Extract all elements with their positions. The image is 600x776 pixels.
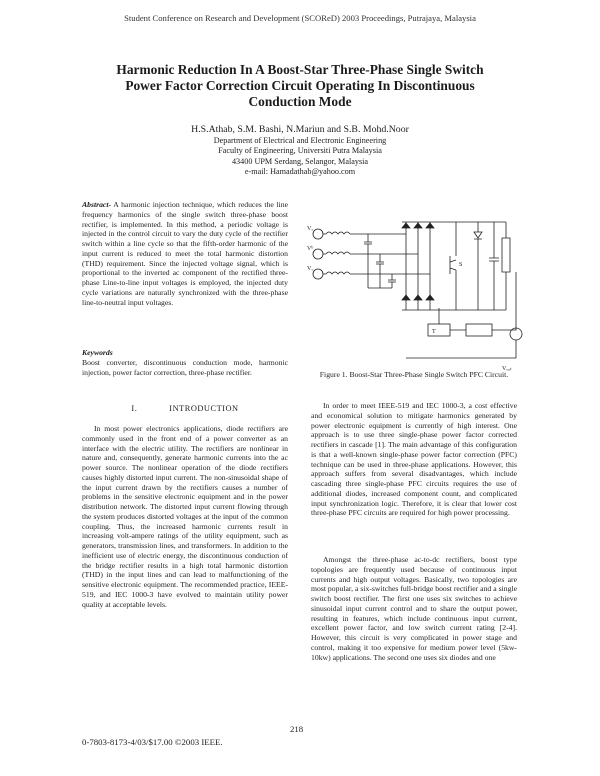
author-names: H.S.Athab, S.M. Bashi, N.Mariun and S.B. Mohd.Noor xyxy=(191,124,409,135)
inductor-a xyxy=(326,232,350,234)
label-switch: S xyxy=(459,262,463,268)
conference-header: Student Conference on Research and Development (SCOReD) 2003 Proceedings, Putrajaya, Malaysia xyxy=(124,13,476,23)
label-vout: Vₒᵤₜ xyxy=(502,366,512,372)
page-number: 218 xyxy=(290,724,304,734)
source-a xyxy=(313,229,323,239)
inductor-b xyxy=(326,252,350,254)
label-vc: V꜀ xyxy=(307,266,314,272)
source-b xyxy=(313,249,323,259)
author-address: 43400 UPM Serdang, Selangor, Malaysia xyxy=(231,156,369,166)
label-va: Vₐ xyxy=(307,226,313,232)
keywords-text: Boost converter, discontinuous conduction mode, harmonic injection, power factor correction, three-phase rectifier. xyxy=(82,358,288,377)
section-number: I. xyxy=(131,404,138,413)
title-line-3: Conduction Mode xyxy=(248,94,352,109)
switch-s xyxy=(450,222,456,310)
author-department: Department of Electrical and Electronic Engineering xyxy=(213,136,387,145)
right-paragraph-2: Amongst the three-phase ac-to-dc rectifiers, boost type topologies are frequently used because of continuous input currents and high output voltages. Basically, two topologies are most popular, a six-switches full-bridge boost rectifier and a single switch boost rectifier. The first one uses six switches to achieve sinusoidal input current control and to share the output power, resulting in features, which include continuous input current, excellent power factor, and low switch current rating [2-4]. However, this circuit is very complicated in power stage and control, making it too expensive for medium power level (5kw-10kw) applications. The second one uses six diodes and one xyxy=(311,555,517,662)
title-line-2: Power Factor Correction Circuit Operating In Discontinuous xyxy=(125,78,475,93)
inductor-c xyxy=(326,272,350,274)
author-faculty: Faculty of Engineering, Universiti Putra Malaysia xyxy=(218,146,382,156)
right-paragraph-1: In order to meet IEEE-519 and IEC 1000-3, a cost effective and economical solution to mitigate harmonics generated by power electronic equipment is currently of high interest. One approach is to use three single-phase power factor corrected rectifiers in cascade [1]. The main advantage of this configuration is that a well-known single-phase power factor correction (PFC) technique can be used in three-phase applications. However, this approach suffers from several disadvantages, which include cascading three single-phase PFC circuits requires the use of additional diodes, increased component count, and complicated input synchronization logic. Therefore, it is clear that lower cost three-phase PFC circuits are required for high power processing. xyxy=(311,401,517,518)
paper-title xyxy=(60,62,540,110)
abstract-text: A harmonic injection technique, which reduces the line frequency harmonics of the single switch three-phase boost rectifier, is implemented. In this method, a periodic voltage is injected in the control circuit to vary the duty cycle of the rectifier switch within a line cycle so that the fifth-order harmonic of the input current is reduced to meet the total harmonic distortion (THD) requirement. Since the injected voltage signal, which is proportional to the inverted ac component of the rectified three-phase Line-to-line input voltages is employed, the injected duty cycle variations are naturally synchronized with the three-phase line-to-neutral input voltages. xyxy=(82,200,288,307)
abstract xyxy=(82,200,288,307)
star-capacitors xyxy=(364,234,396,288)
section-title: INTRODUCTION xyxy=(169,404,239,413)
author-email: e-mail: Hamadathab@yahoo.com xyxy=(244,167,356,177)
injection-block xyxy=(466,324,492,336)
figure-caption: Figure 1. Boost-Star Three-Phase Single Switch PFC Circuit. xyxy=(319,370,509,379)
author-block xyxy=(120,124,480,178)
circuit-figure xyxy=(306,212,524,372)
source-c xyxy=(313,269,323,279)
label-vb: Vᵇ xyxy=(307,246,314,252)
copyright-line: 0-7803-8173-4/03/$17.00 ©2003 IEEE. xyxy=(82,737,223,747)
output-diode xyxy=(474,222,482,310)
introduction-paragraph: In most power electronics applications, diode rectifiers are commonly used in the front end of a power converter as an interface with the electric utility. The rectifiers are nonlinear in nature and, consequently, generate harmonic currents into the ac power source. The nonlinear operation of the diode rectifiers causes highly distorted input current. The non-sinusoidal shape of the input current drawn by the rectifiers causes a number of problems in the sensitive electronic equipment and in the power distribution network. The distorted input current flowing through the system produces distorted voltages at the input of the common coupling. Thus, the increased harmonic currents result in increasing volt-ampere ratings of the utility equipment, such as generators, transmission lines, and transformers. In addition to the inefficient use of electric energy, the discontinuous conduction of the bridge rectifier results in a high total harmonic distortion (THD) in the input lines and can lead to malfunctioning of the sensitive electronic equipment. The recommended practice, IEEE-519, and IEC 1000-3 have evolved to maintain utility power quality at acceptable levels. xyxy=(82,424,288,609)
title-line-1: Harmonic Reduction In A Boost-Star Three-Phase Single Switch xyxy=(116,62,484,77)
section-heading-introduction xyxy=(82,404,288,413)
abstract-label: Abstract- xyxy=(82,200,112,209)
label-pwm: T xyxy=(432,329,436,335)
keywords-heading: Keywords xyxy=(82,348,113,357)
